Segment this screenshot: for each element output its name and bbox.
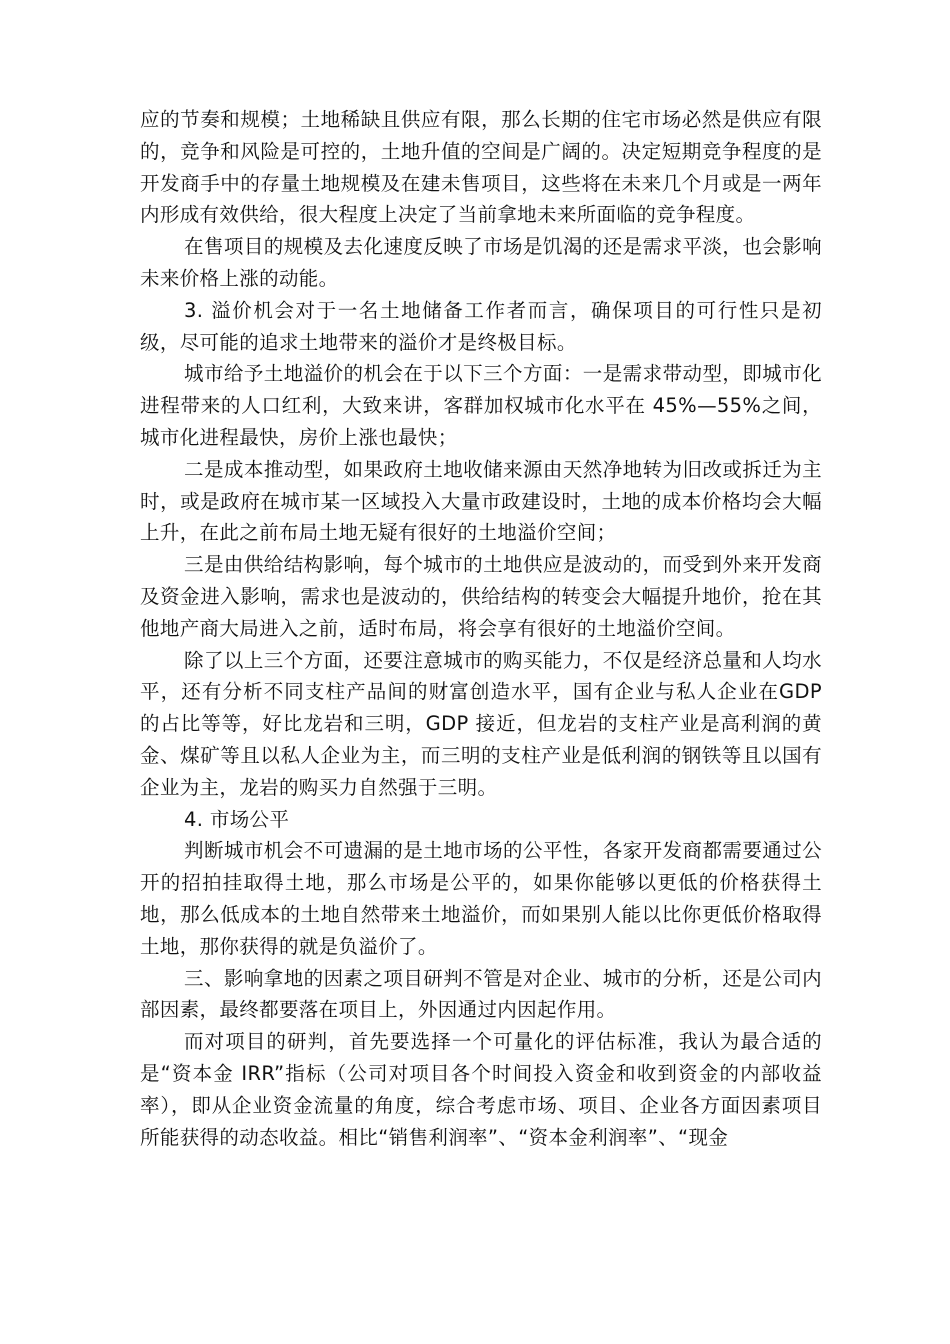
- paragraph-7: 除了以上三个方面，还要注意城市的购买能力，不仅是经济总量和人均水平，还有分析不同支柱产品间的财富创造水平，国有企业与私人企业在GDP 的占比等等，好比龙岩和三明，GDP 接近，但龙岩的支柱产业是高利润的黄金、煤矿等且以私人企业为主，而三明的支柱产业是低利润的钢铁等且以国有企业为主，龙岩的购买力自然强于三明。: [140, 648, 822, 799]
- paragraph-9: 判断城市机会不可遗漏的是土地市场的公平性，各家开发商都需要通过公开的招拍挂取得土地，那么市场是公平的，如果你能够以更低的价格获得土地，那么低成本的土地自然带来土地溢价，而如果别人能以比你更低价格取得土地，那你获得的就是负溢价了。: [140, 839, 822, 958]
- paragraph-10: 三、影响拿地的因素之项目研判不管是对企业、城市的分析，还是公司内部因素，最终都要落在项目上，外因通过内因起作用。: [140, 966, 822, 1022]
- paragraph-11: 而对项目的研判，首先要选择一个可量化的评估标准，我认为最合适的是“资本金 IRR”指标（公司对项目各个时间投入资金和收到资金的内部收益率），即从企业资金流量的角度，综合考虑市场、项目、企业各方面因素项目所能获得的动态收益。相比“销售利润率”、“资本金利润率”、“现金: [140, 1030, 822, 1149]
- paragraph-1: 应的节奏和规模；土地稀缺且供应有限，那么长期的住宅市场必然是供应有限的，竞争和风险是可控的，土地升值的空间是广阔的。决定短期竞争程度的是开发商手中的存量土地规模及在建未售项目，这些将在未来几个月或是一两年内形成有效供给，很大程度上决定了当前拿地未来所面临的竞争程度。: [140, 108, 822, 227]
- paragraph-6: 三是由供给结构影响，每个城市的土地供应是波动的，而受到外来开发商及资金进入影响，需求也是波动的，供给结构的转变会大幅提升地价，抢在其他地产商大局进入之前，适时布局，将会享有很好的土地溢价空间。: [140, 553, 822, 640]
- paragraph-8: 4. 市场公平: [184, 807, 290, 831]
- document-body: [140, 104, 822, 1153]
- paragraph-2: 在售项目的规模及去化速度反映了市场是饥渴的还是需求平淡，也会影响未来价格上涨的动能。: [140, 235, 822, 290]
- paragraph-4: 城市给予土地溢价的机会在于以下三个方面：一是需求带动型，即城市化进程带来的人口红利，大致来讲，客群加权城市化水平在 45%—55%之间，城市化进程最快，房价上涨也最快；: [140, 362, 822, 449]
- paragraph-3: 3. 溢价机会对于一名土地储备工作者而言，确保项目的可行性只是初级，尽可能的追求土地带来的溢价才是终极目标。: [140, 298, 822, 354]
- paragraph-5: 二是成本推动型，如果政府土地收储来源由天然净地转为旧改或拆迁为主时，或是政府在城市某一区域投入大量市政建设时，土地的成本价格均会大幅上升，在此之前布局土地无疑有很好的土地溢价空间；: [140, 457, 822, 545]
